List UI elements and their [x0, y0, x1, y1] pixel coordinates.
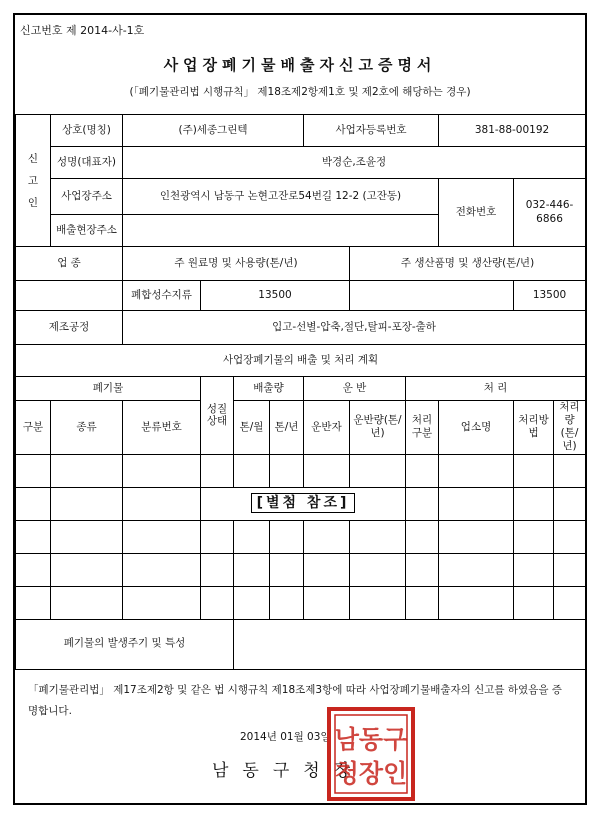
col-treatment-method: 처리방법	[514, 401, 554, 455]
col-ton-year: 톤/년	[270, 401, 304, 455]
phone-label: 전화번호	[439, 179, 514, 247]
material-name: 폐합성수지류	[123, 281, 201, 311]
official-seal	[326, 706, 416, 802]
col-code: 분류번호	[123, 401, 201, 455]
col-transporter: 운반자	[304, 401, 350, 455]
header-transport: 운 반	[304, 377, 406, 401]
col-category: 구분	[16, 401, 51, 455]
product-amount: 13500	[514, 281, 586, 311]
issuer: 남동구청장	[212, 761, 365, 781]
bizno-value: 381-88-00192	[439, 115, 586, 147]
svg-text:청장인: 청장인	[334, 759, 408, 788]
col-transport-amount: 운반량(톤/년)	[350, 401, 406, 455]
col-type: 종류	[51, 401, 123, 455]
col-facility: 업소명	[439, 401, 514, 455]
company-value: (주)세종그린텍	[123, 115, 304, 147]
table-row	[16, 520, 586, 553]
company-label: 상호(명칭)	[51, 115, 123, 147]
material-amount: 13500	[201, 281, 350, 311]
report-number: 신고번호 제 2014-사-1호	[20, 24, 145, 37]
business-type-value	[16, 281, 123, 311]
process-label: 제조공정	[16, 311, 123, 345]
table-row	[16, 553, 586, 586]
reporter-section-label: 신고인	[16, 115, 51, 247]
header-waste: 폐기물	[16, 377, 201, 401]
col-ton-month: 톤/월	[234, 401, 270, 455]
process-value: 입고-선별-압축,절단,탈피-포장-출하	[123, 311, 586, 345]
product-label: 주 생산품명 및 생산량(톤/년)	[350, 247, 586, 281]
document-subtitle: (「폐기물관리법 시행규칙」 제18조제2항제1호 및 제2호에 해당하는 경우)	[129, 86, 471, 98]
certification-text: 「폐기물관리법」 제17조제2항 및 같은 법 시행규칙 제18조제3항에 따라 사업장폐기물배출자의 신고를 하였음을 증명합니다.	[28, 684, 562, 717]
bizno-label: 사업자등록번호	[304, 115, 439, 147]
table-row	[16, 586, 586, 619]
cycle-label: 폐기물의 발생주기 및 특성	[16, 619, 234, 669]
site-address-label: 배출현장주소	[51, 215, 123, 247]
address-value: 인천광역시 남동구 논현고잔로54번길 12-2 (고잔동)	[123, 179, 439, 215]
phone-value: 032-446-6866	[514, 179, 586, 247]
table-row	[16, 454, 586, 487]
cycle-value	[234, 619, 586, 669]
attachment-note: [별첨 참조]	[251, 493, 356, 513]
site-address-value	[123, 215, 439, 247]
product-name	[350, 281, 514, 311]
col-treatment-class: 처리구분	[406, 401, 439, 455]
issue-date: 2014년 01월 03일	[240, 731, 331, 743]
representative-value: 박경순,조윤정	[123, 147, 586, 179]
certificate-table	[15, 114, 586, 670]
col-treatment-amount: 처리량(톤/년)	[554, 401, 586, 455]
document-title: 사업장폐기물배출자신고증명서	[163, 56, 437, 74]
address-label: 사업장주소	[51, 179, 123, 215]
business-type-label: 업 종	[16, 247, 123, 281]
header-state: 성질상태	[201, 377, 234, 455]
plan-title: 사업장폐기물의 배출 및 처리 계획	[16, 345, 586, 377]
material-label: 주 원료명 및 사용량(톤/년)	[123, 247, 350, 281]
header-treatment: 처 리	[406, 377, 586, 401]
attachment-note-cell	[201, 487, 406, 520]
svg-text:남동구: 남동구	[334, 725, 408, 754]
table-row	[16, 487, 586, 520]
header-emission: 배출량	[234, 377, 304, 401]
representative-label: 성명(대표자)	[51, 147, 123, 179]
